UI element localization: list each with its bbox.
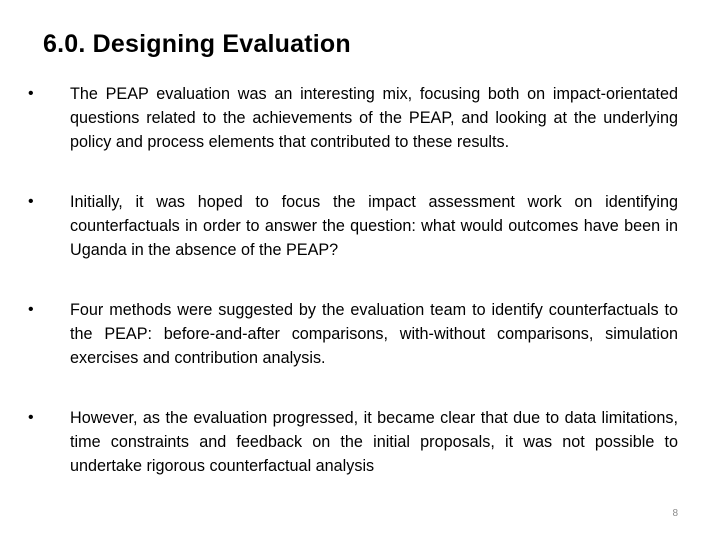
- bullet-marker: •: [28, 193, 34, 210]
- bullet-text: The PEAP evaluation was an interesting mix, focusing both on impact-orientated questions related to the achievements of the PEAP, and looking at the underlying policy and process elements that contributed to these results.: [70, 85, 678, 151]
- slide-title: 6.0. Designing Evaluation: [43, 30, 351, 58]
- bullet-item: [28, 82, 678, 154]
- bullet-text: However, as the evaluation progressed, it became clear that due to data limitations, time constraints and feedback on the initial proposals, it was not possible to undertake rigorous counterfactual analysis: [70, 409, 678, 475]
- bullet-list: [28, 82, 678, 514]
- bullet-text: Initially, it was hoped to focus the impact assessment work on identifying counterfactuals in order to answer the question: what would outcomes have been in Uganda in the absence of the PEAP?: [70, 193, 678, 259]
- bullet-marker: •: [28, 301, 34, 318]
- page-number: 8: [672, 508, 678, 519]
- bullet-marker: •: [28, 85, 34, 102]
- bullet-text: Four methods were suggested by the evaluation team to identify counterfactuals to the PEAP: before-and-after comparisons, with-without comparisons, simulation exercises and contribution analysis.: [70, 301, 678, 367]
- bullet-item: [28, 190, 678, 262]
- bullet-marker: •: [28, 409, 34, 426]
- bullet-item: [28, 298, 678, 370]
- bullet-item: [28, 406, 678, 478]
